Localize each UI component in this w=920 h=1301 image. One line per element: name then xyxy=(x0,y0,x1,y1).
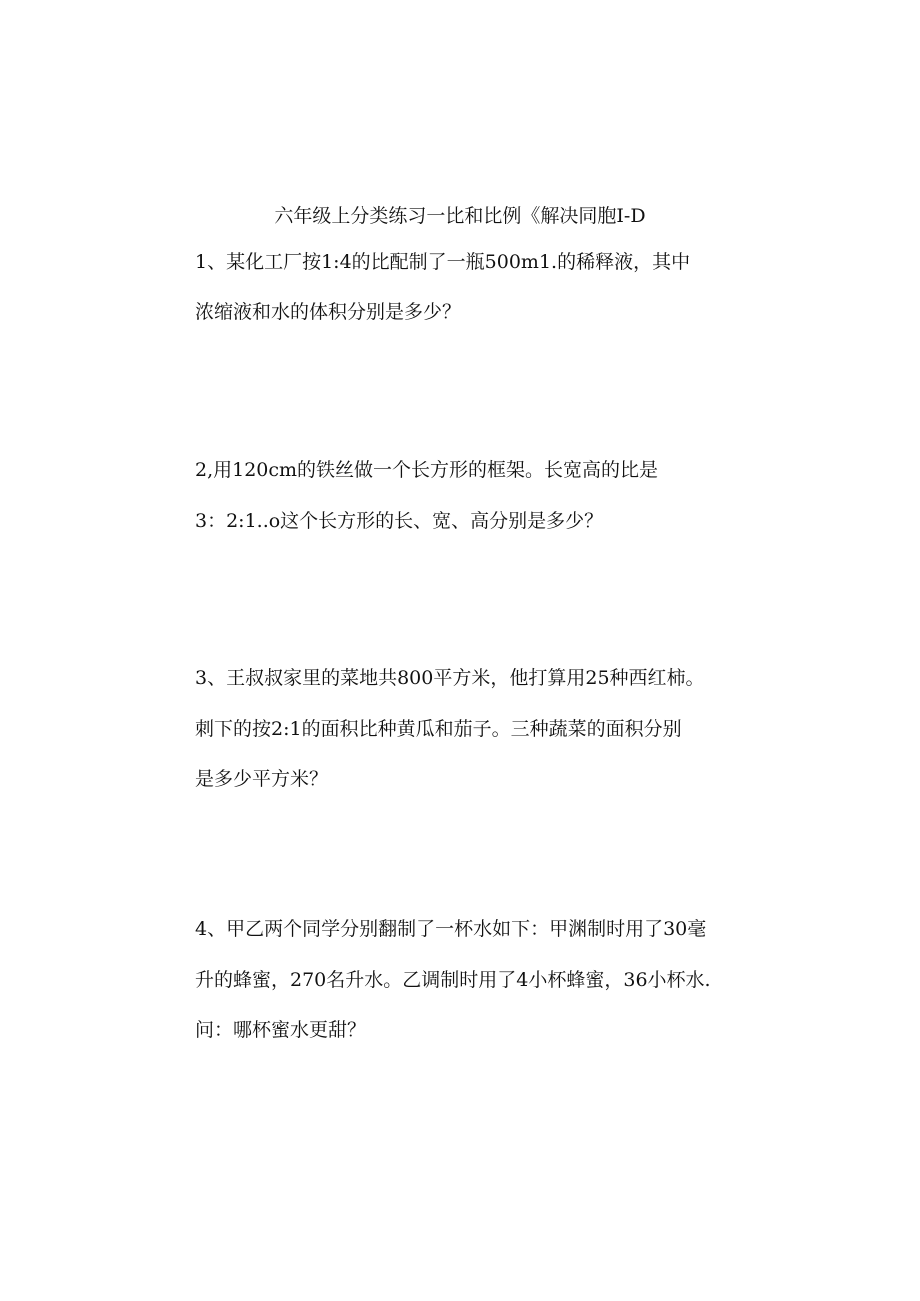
question-3-line-2: 刺下的按2:1的面积比种黄瓜和茄子。三种蔬菜的面积分别 xyxy=(195,718,682,740)
question-2-line-1: 2,用120cm的铁丝做一个长方形的框架。长宽高的比是 xyxy=(195,459,659,481)
page-title: 六年级上分类练习一比和比例《解决同胞I-D xyxy=(274,205,646,227)
question-4-line-2: 升的蜂蜜，270名升水。乙调制时用了4小杯蜂蜜，36小杯水. xyxy=(195,969,711,991)
question-1-line-2: 浓缩液和水的体积分别是多少？ xyxy=(195,301,462,323)
question-3-line-3: 是多少平方米？ xyxy=(195,768,329,790)
question-4-line-3: 问：哪杯蜜水更甜？ xyxy=(195,1019,367,1041)
question-1-line-1: 1、某化工厂按1:4的比配制了一瓶500m1.的稀释液，其中 xyxy=(195,251,691,273)
question-4-line-1: 4、甲乙两个同学分别翻制了一杯水如下：甲渊制时用了30毫 xyxy=(195,918,707,940)
question-2-line-2: 3：2:1..o这个长方形的长、宽、高分别是多少？ xyxy=(195,510,604,532)
question-3-line-1: 3、王叔叔家里的菜地共800平方米，他打算用25种西红柿。 xyxy=(195,667,705,689)
